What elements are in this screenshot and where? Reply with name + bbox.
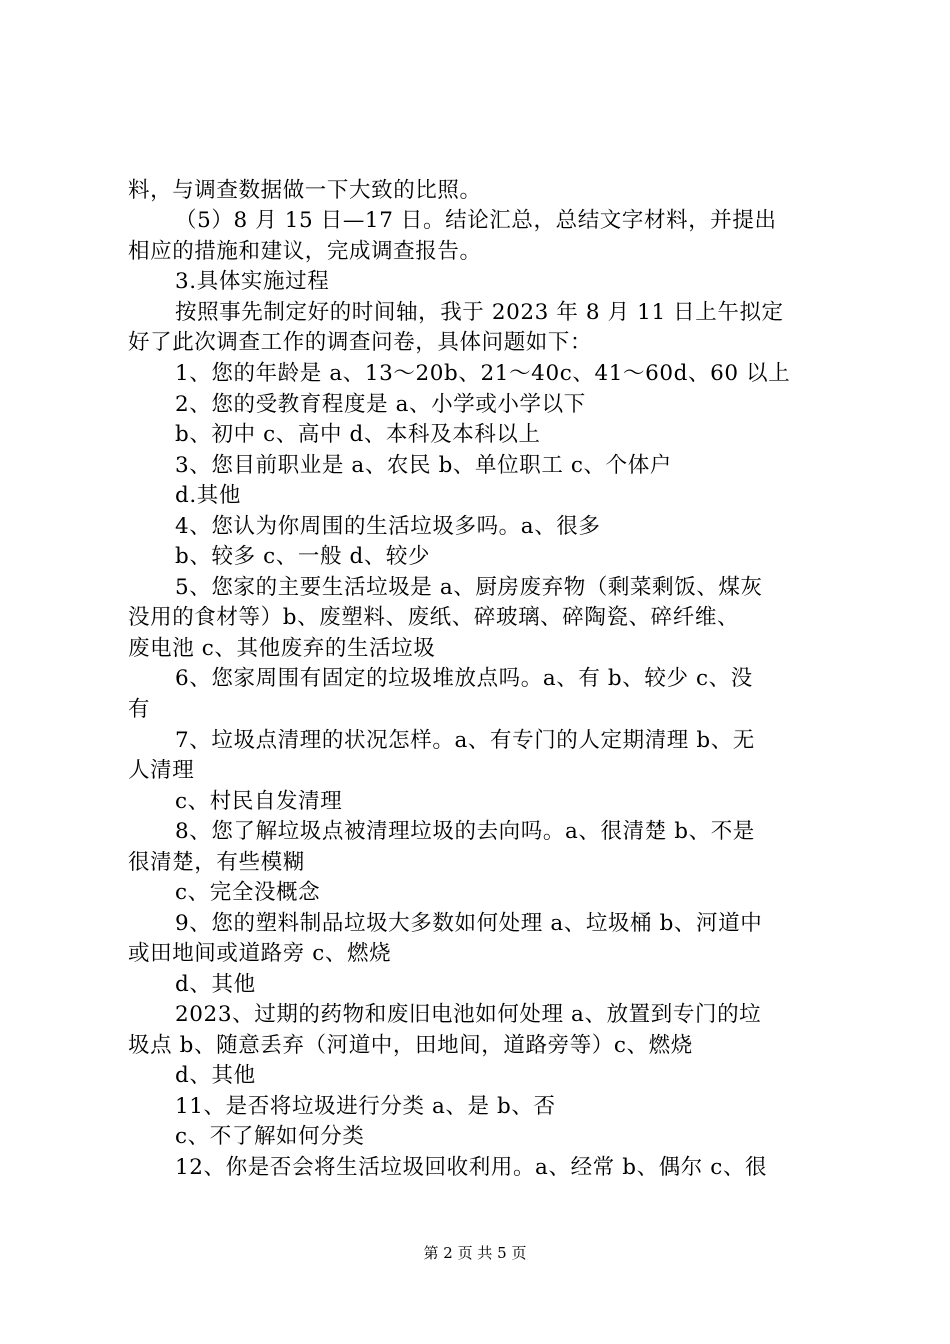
text-line: 很清楚，有些模糊 (128, 850, 305, 875)
question-line: 5、您家的主要生活垃圾是 a、厨房废弃物（剩菜剩饭、煤灰 (175, 575, 763, 600)
text-line: 圾点 b、随意丢弃（河道中，田地间，道路旁等）c、燃烧 (128, 1033, 693, 1058)
option-line: b、初中 c、高中 d、本科及本科以上 (175, 422, 541, 447)
question-line: 6、您家周围有固定的垃圾堆放点吗。a、有 b、较少 c、没 (175, 666, 753, 691)
option-line: b、较多 c、一般 d、较少 (175, 544, 431, 569)
question-line: 1、您的年龄是 a、13～20b、21～40c、41～60d、60 以上 (175, 361, 791, 386)
option-line: d、其他 (175, 972, 256, 997)
option-line: d.其他 (175, 483, 241, 508)
question-line: 3、您目前职业是 a、农民 b、单位职工 c、个体户 (175, 453, 672, 478)
question-line: 4、您认为你周围的生活垃圾多吗。a、很多 (175, 514, 601, 539)
option-line: c、不了解如何分类 (175, 1124, 365, 1149)
question-line: 2、您的受教育程度是 a、小学或小学以下 (175, 392, 586, 417)
text-line: 或田地间或道路旁 c、燃烧 (128, 941, 392, 966)
text-line: 相应的措施和建议，完成调查报告。 (128, 239, 482, 264)
option-line: c、完全没概念 (175, 880, 321, 905)
question-line: 7、垃圾点清理的状况怎样。a、有专门的人定期清理 b、无 (175, 728, 755, 753)
section-heading: 3.具体实施过程 (175, 269, 330, 294)
question-line: 2023、过期的药物和废旧电池如何处理 a、放置到专门的垃 (175, 1002, 762, 1027)
text-line: 按照事先制定好的时间轴，我于 2023 年 8 月 11 日上午拟定 (175, 300, 784, 325)
question-line: 9、您的塑料制品垃圾大多数如何处理 a、垃圾桶 b、河道中 (175, 911, 763, 936)
text-line: 有 (128, 697, 151, 722)
question-line: 11、是否将垃圾进行分类 a、是 b、否 (175, 1094, 556, 1119)
question-line: 8、您了解垃圾点被清理垃圾的去向吗。a、很清楚 b、不是 (175, 819, 755, 844)
option-line: c、村民自发清理 (175, 789, 343, 814)
text-line: （5）8 月 15 日—17 日。结论汇总，总结文字材料，并提出 (175, 208, 777, 233)
page-number-footer: 第 2 页 共 5 页 (423, 1244, 527, 1262)
question-line: 12、你是否会将生活垃圾回收利用。a、经常 b、偶尔 c、很 (175, 1155, 768, 1180)
text-line: 人清理 (128, 758, 195, 783)
text-line: 料，与调查数据做一下大致的比照。 (128, 178, 482, 203)
text-line: 好了此次调查工作的调查问卷，具体问题如下： (128, 330, 593, 355)
option-line: d、其他 (175, 1063, 256, 1088)
text-line: 没用的食材等）b、废塑料、废纸、碎玻璃、碎陶瓷、碎纤维、 (128, 605, 740, 630)
text-line: 废电池 c、其他废弃的生活垃圾 (128, 636, 436, 661)
